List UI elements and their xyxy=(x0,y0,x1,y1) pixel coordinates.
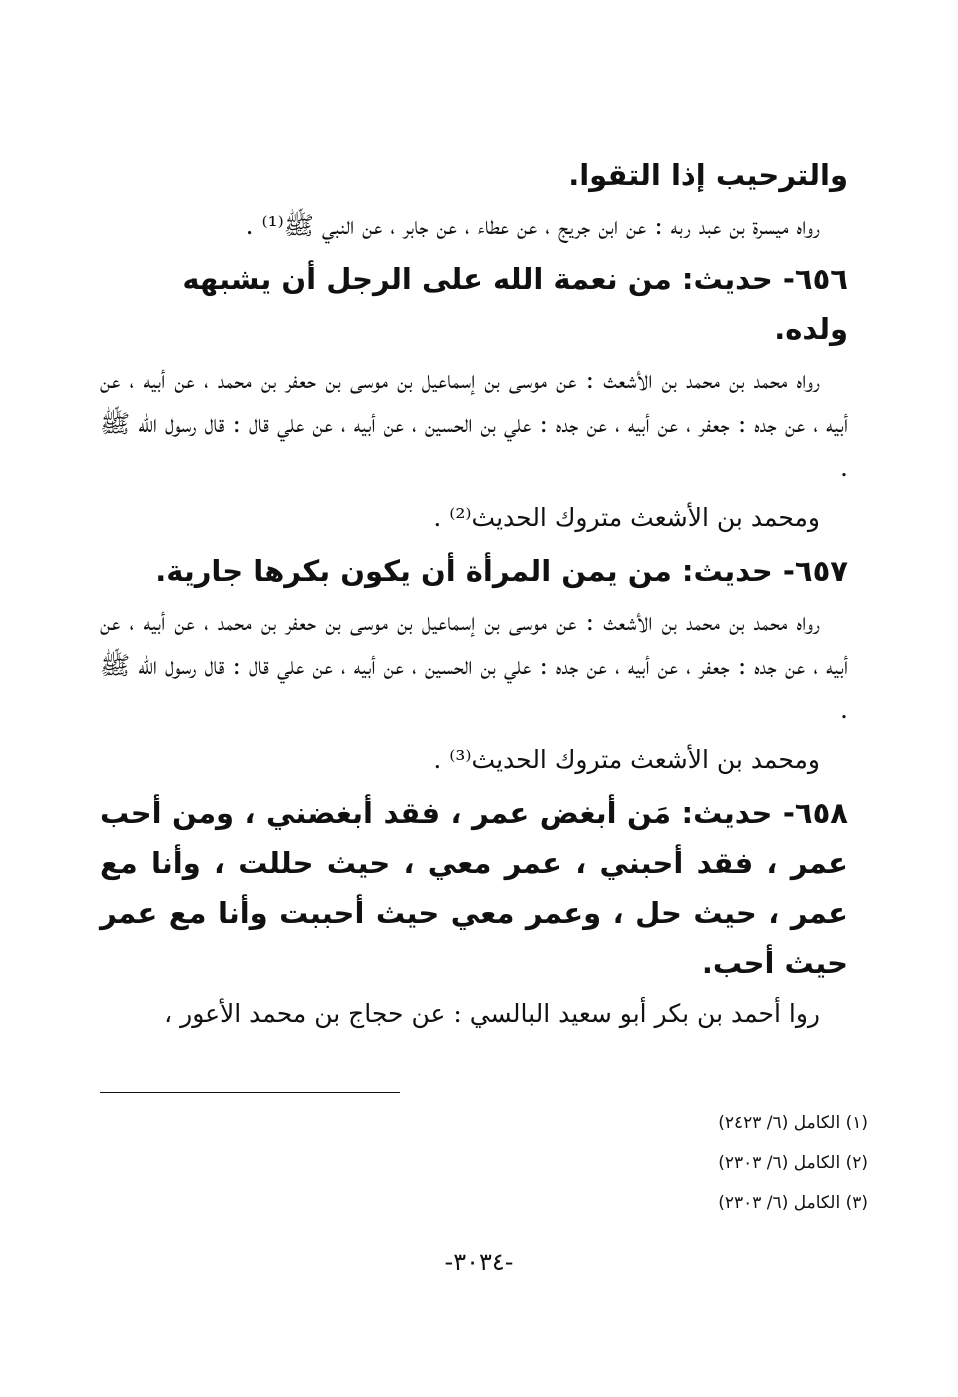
footnotes xyxy=(100,1092,868,1223)
continued-heading: والترحيب إذا التقوا. xyxy=(568,158,848,192)
footnote-divider xyxy=(100,1092,400,1093)
hadith-658-title: ٦٥٨- حديث: مَن أبغض عمر ، فقد أبغضني ، ومن أحب عمر ، فقد أحبني ، عمر معي ، حيث حللت ، وأنا مع عمر ، حيث حل ، وعمر معي حيث أحببت وأنا مع عمر حيث أحب. xyxy=(100,796,848,980)
footnote-2: (٢) الكامل (٦/ ٢٣٠٣) xyxy=(718,1153,868,1173)
hadith-656-title: ٦٥٦- حديث: من نعمة الله على الرجل أن يشبهه ولده. xyxy=(182,262,848,346)
footnote-1: (١) الكامل (٦/ ٢٤٢٣) xyxy=(718,1113,868,1133)
intro-paragraph: رواه ميسرة بن عبد ربه : عن ابن جريج ، عن عطاء ، عن جابر ، عن النبي ﷺ⁽¹⁾ . xyxy=(245,211,820,240)
footnote-3: (٣) الكامل (٦/ ٢٣٠٣) xyxy=(718,1193,868,1213)
page-body xyxy=(100,150,848,1042)
hadith-657-body: رواه محمد بن محمد بن الأشعث : عن موسى بن إسماعيل بن موسى بن حعفر بن محمد ، عن أبيه ، عن أبيه ، عن جده : جعفر ، عن أبيه ، عن جده : علي بن الحسين ، عن أبيه ، عن علي قال : قال رسول الله ﷺ . xyxy=(100,607,849,724)
page-number: -٣٠٣٤- xyxy=(444,1248,514,1276)
hadith-656-note: ومحمد بن الأشعث متروك الحديث⁽²⁾ . xyxy=(433,503,820,532)
hadith-657-title: ٦٥٧- حديث: من يمن المرأة أن يكون بكرها جارية. xyxy=(155,554,848,588)
hadith-658-body: روا أحمد بن بكر أبو سعيد البالسي : عن حجاج بن محمد الأعور ، xyxy=(164,999,820,1028)
hadith-656-body: رواه محمد بن محمد بن الأشعث : عن موسى بن إسماعيل بن موسى بن حعفر بن محمد ، عن أبيه ، عن أبيه ، عن جده : جعفر ، عن أبيه ، عن جده : علي بن الحسين ، عن أبيه ، عن علي قال : قال رسول الله ﷺ . xyxy=(100,365,849,482)
hadith-657-note: ومحمد بن الأشعث متروك الحديث⁽³⁾ . xyxy=(433,745,820,774)
